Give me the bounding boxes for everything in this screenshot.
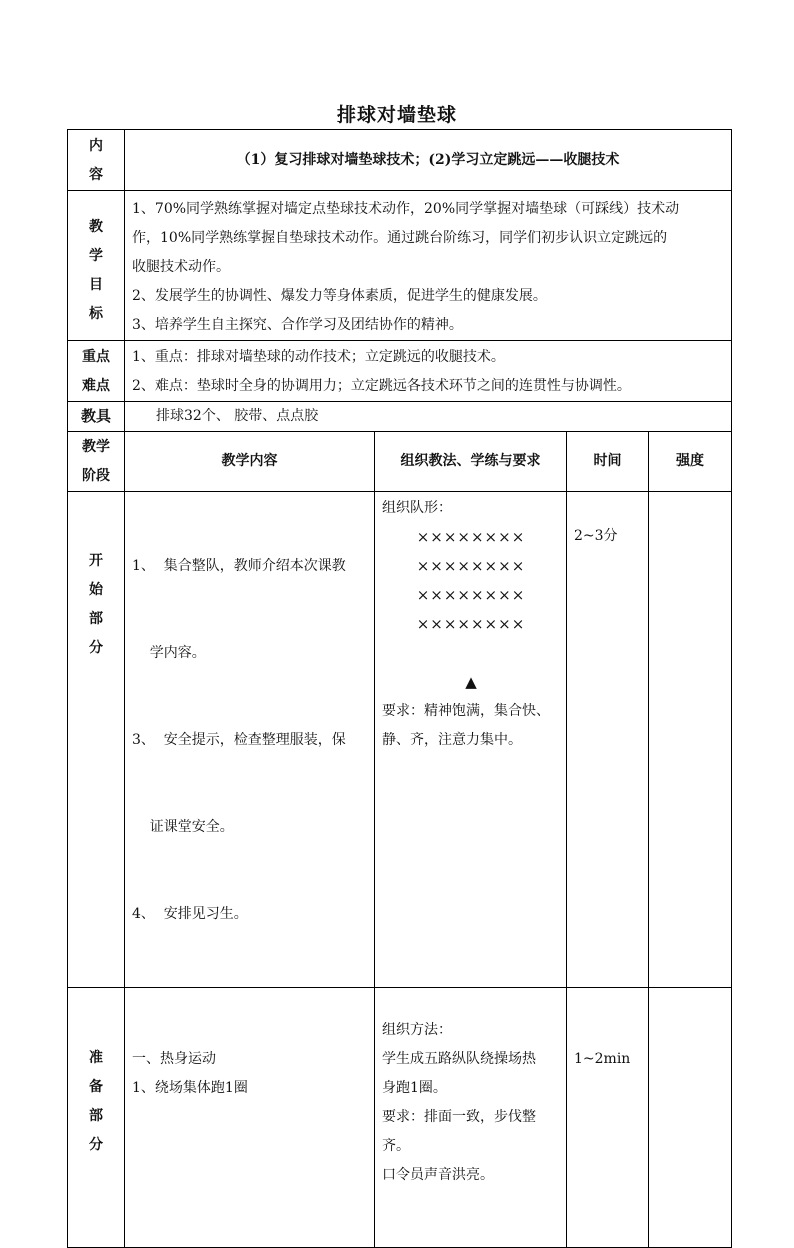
label-char: 标 — [89, 306, 103, 322]
label-char: 分 — [89, 1137, 103, 1153]
stage-header — [68, 432, 125, 492]
teacher-triangle-icon: ▲ — [465, 673, 477, 691]
method-line: 学生成五路纵队绕操场热 — [382, 1051, 536, 1067]
content-line: 证课堂安全。 — [132, 819, 234, 835]
formation-row: ×××××××× — [416, 586, 526, 604]
equipment-label: 教具 — [68, 402, 125, 432]
method-line: 身跑1圈。 — [382, 1080, 447, 1096]
lesson-plan-table — [67, 129, 732, 1248]
start-intensity — [649, 492, 732, 988]
goals-text — [125, 191, 732, 341]
content-line: 1、 集合整队，教师介绍本次课教 — [132, 558, 346, 574]
content-line: 1、绕场集体跑1圈 — [132, 1080, 248, 1096]
label-char: 准 — [89, 1050, 103, 1066]
start-time: 2~3分 — [567, 492, 649, 988]
content-line: 4、 安排见习生。 — [132, 906, 248, 922]
goals-line: 作，10%同学熟练掌握自垫球技术动作。通过跳台阶练习，同学们初步认识立定跳远的 — [132, 230, 668, 246]
focus-line: 1、重点：排球对墙垫球的动作技术；立定跳远的收腿技术。 — [132, 349, 505, 365]
header-word: 阶段 — [82, 467, 110, 484]
label-char: 目 — [89, 277, 103, 293]
page-title: 排球对墙垫球 — [336, 104, 457, 126]
label-char: 教 — [89, 219, 103, 235]
formation-row: ×××××××× — [416, 615, 526, 633]
content-label — [68, 130, 125, 191]
requirement-line: 静、齐，注意力集中。 — [382, 732, 522, 748]
start-method — [375, 492, 567, 988]
prep-content — [125, 988, 375, 1248]
content-text: （1）复习排球对墙垫球技术；(2)学习立定跳远——收腿技术 — [125, 130, 732, 191]
label-word: 重点 — [82, 349, 110, 365]
label-char: 容 — [89, 167, 103, 183]
start-content — [125, 492, 375, 988]
intensity-header: 强度 — [649, 432, 732, 492]
content-header: 教学内容 — [125, 432, 375, 492]
focus-label — [68, 341, 125, 402]
equipment-row — [68, 402, 732, 432]
header-word: 教学 — [82, 438, 110, 455]
label-char: 部 — [89, 1108, 103, 1124]
equipment-text: 排球32个、 胶带、点点胶 — [125, 402, 732, 432]
goals-line: 3、培养学生自主探究、合作学习及团结协作的精神。 — [132, 317, 463, 333]
label-char: 备 — [89, 1079, 103, 1095]
prep-time: 1~2min — [567, 988, 649, 1248]
label-char: 分 — [89, 640, 103, 656]
method-line: 口令员声音洪亮。 — [382, 1167, 494, 1183]
label-char: 学 — [89, 248, 103, 264]
requirement-line: 要求：精神饱满，集合快、 — [382, 703, 550, 719]
method-line: 齐。 — [382, 1138, 410, 1154]
label-word: 难点 — [82, 378, 110, 394]
method-header: 组织教法、学练与要求 — [375, 432, 567, 492]
goals-line: 收腿技术动作。 — [132, 259, 230, 275]
focus-line: 2、难点：垫球时全身的协调用力；立定跳远各技术环节之间的连贯性与协调性。 — [132, 378, 631, 394]
goals-label — [68, 191, 125, 341]
goals-line: 2、发展学生的协调性、爆发力等身体素质，促进学生的健康发展。 — [132, 288, 547, 304]
prep-method — [375, 988, 567, 1248]
label-char: 内 — [89, 138, 103, 154]
table-header-row — [68, 432, 732, 492]
label-char: 开 — [89, 553, 103, 569]
goals-row — [68, 191, 732, 341]
content-line: 一、热身运动 — [132, 1051, 216, 1067]
prep-intensity — [649, 988, 732, 1248]
label-char: 始 — [89, 582, 103, 598]
time-header: 时间 — [567, 432, 649, 492]
content-line: 学内容。 — [132, 645, 206, 661]
spacer — [382, 639, 560, 668]
prep-section-row — [68, 988, 732, 1248]
content-line: 3、 安全提示，检查整理服装，保 — [132, 732, 346, 748]
formation-row: ×××××××× — [416, 528, 526, 546]
formation-row: ×××××××× — [416, 557, 526, 575]
method-title: 组织队形： — [382, 500, 452, 516]
start-label — [68, 492, 125, 988]
focus-text — [125, 341, 732, 402]
content-row — [68, 130, 732, 191]
focus-row — [68, 341, 732, 402]
goals-line: 1、70%同学熟练掌握对墙定点垫球技术动作，20%同学掌握对墙垫球（可踩线）技术动 — [132, 201, 680, 217]
start-section-row — [68, 492, 732, 988]
method-line: 组织方法： — [382, 1022, 452, 1038]
label-char: 部 — [89, 611, 103, 627]
method-line: 要求：排面一致，步伐整 — [382, 1109, 536, 1125]
prep-label — [68, 988, 125, 1248]
